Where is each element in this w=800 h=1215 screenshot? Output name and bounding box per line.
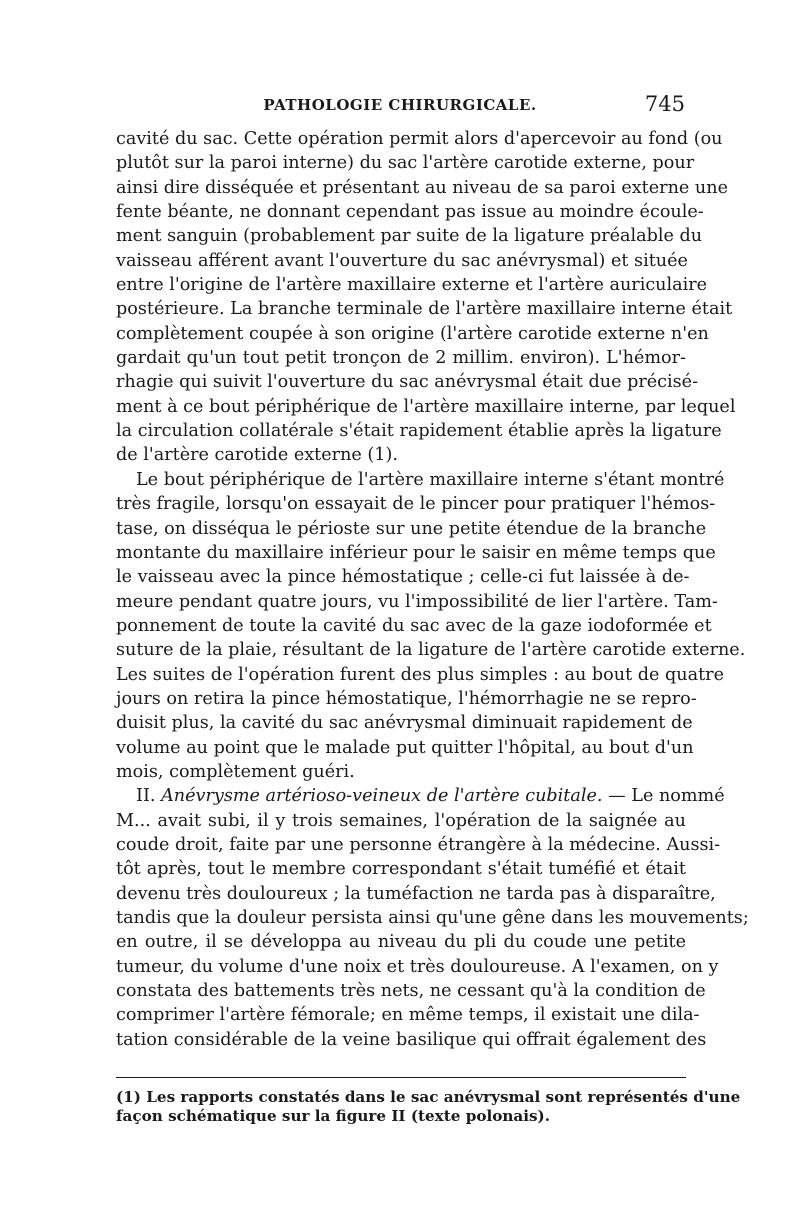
footnote-line: (1) Les rapports constatés dans le sac anévrysmal sont représentés d'une: [116, 1088, 741, 1106]
text-line: volume au point que le malade put quitter l'hôpital, au bout d'un: [116, 737, 694, 758]
text-line: fente béante, ne donnant cependant pas issue au moindre écoule-: [116, 202, 704, 223]
text-line: le vaisseau avec la pince hémostatique ; celle-ci fut laissée à de-: [116, 567, 690, 588]
text-line: meure pendant quatre jours, vu l'impossibilité de lier l'artère. Tam-: [116, 591, 718, 612]
text-line: Les suites de l'opération furent des plus simples : au bout de quatre: [116, 664, 724, 685]
text-line: postérieure. La branche terminale de l'artère maxillaire interne était: [116, 299, 733, 320]
section-title: Anévrysme artérioso-veineux de l'artère cubitale.: [161, 786, 603, 807]
text-line: gardait qu'un tout petit tronçon de 2 millim. environ). L'hémor-: [116, 348, 686, 369]
text-line: coude droit, faite par une personne étrangère à la médecine. Aussi-: [116, 834, 721, 855]
text-line: duisit plus, la cavité du sac anévrysmal diminuait rapidement de: [116, 713, 693, 734]
text-line: ainsi dire disséquée et présentant au niveau de sa paroi externe une: [116, 177, 728, 198]
text-line: jours on retira la pince hémostatique, l'hémorrhagie ne se repro-: [116, 688, 697, 709]
text-line: ment à ce bout périphérique de l'artère maxillaire interne, par lequel: [116, 396, 736, 417]
text-line: comprimer l'artère fémorale; en même temps, il existait une dila-: [116, 1005, 700, 1026]
text-line: de l'artère carotide externe (1).: [116, 445, 398, 466]
section-number: II.: [136, 786, 156, 807]
text-line: complètement coupée à son origine (l'artère carotide externe n'en: [116, 323, 709, 344]
text-line: vaisseau afférent avant l'ouverture du sac anévrysmal) et située: [116, 250, 688, 271]
text-line: suture de la plaie, résultant de la ligature de l'artère carotide externe.: [116, 640, 746, 661]
footnote-divider: [116, 1077, 686, 1078]
text-line: très fragile, lorsqu'on essayait de le pincer pour pratiquer l'hémos-: [116, 494, 716, 515]
footnote-line: façon schématique sur la figure II (texte polonais).: [116, 1107, 551, 1125]
text-line: devenu très douloureux ; la tuméfaction ne tarda pas à disparaître,: [116, 883, 716, 904]
text-line: mois, complètement guéri.: [116, 761, 355, 782]
text-line: entre l'origine de l'artère maxillaire externe et l'artère auriculaire: [116, 275, 708, 296]
text-line: tumeur, du volume d'une noix et très douloureuse. A l'examen, on y: [116, 956, 719, 977]
text-line: cavité du sac. Cette opération permit alors d'apercevoir au fond (ou: [116, 129, 723, 149]
section-heading-tail: — Le nommé: [602, 786, 725, 807]
text-line: tandis que la douleur persista ainsi qu'une gêne dans les mouvements;: [116, 908, 749, 928]
text-line: tôt après, tout le membre correspondant s'était tuméfié et était: [116, 859, 686, 880]
text-line: rhagie qui suivit l'ouverture du sac anévrysmal était due précisé-: [116, 372, 699, 393]
text-line: montante du maxillaire inférieur pour le saisir en même temps que: [116, 542, 716, 563]
text-line: en outre, il se développa au niveau du pli du coude une petite: [116, 932, 686, 953]
text-line: ponnement de toute la cavité du sac avec de la gaze iodoformée et: [116, 615, 712, 636]
text-line: la circulation collatérale s'était rapidement établie après la ligature: [116, 421, 722, 442]
body-text: [116, 127, 749, 1052]
running-title: PATHOLOGIE CHIRURGICALE.: [263, 96, 537, 114]
text-line: constata des battements très nets, ne cessant qu'à la condition de: [116, 981, 706, 1002]
footnote: [116, 1088, 741, 1126]
page-number: 745: [644, 92, 685, 116]
text-line: ment sanguin (probablement par suite de la ligature préalable du: [116, 226, 703, 247]
running-head: [115, 92, 685, 120]
text-line: M... avait subi, il y trois semaines, l'opération de la saignée au: [116, 810, 686, 831]
text-line: Le bout périphérique de l'artère maxillaire interne s'étant montré: [136, 469, 725, 490]
text-line: tation considérable de la veine basilique qui offrait également des: [116, 1029, 707, 1050]
text-line: tase, on disséqua le périoste sur une petite étendue de la branche: [116, 518, 707, 539]
section-heading-line: [116, 784, 725, 808]
text-line: plutôt sur la paroi interne) du sac l'artère carotide externe, pour: [116, 153, 695, 174]
